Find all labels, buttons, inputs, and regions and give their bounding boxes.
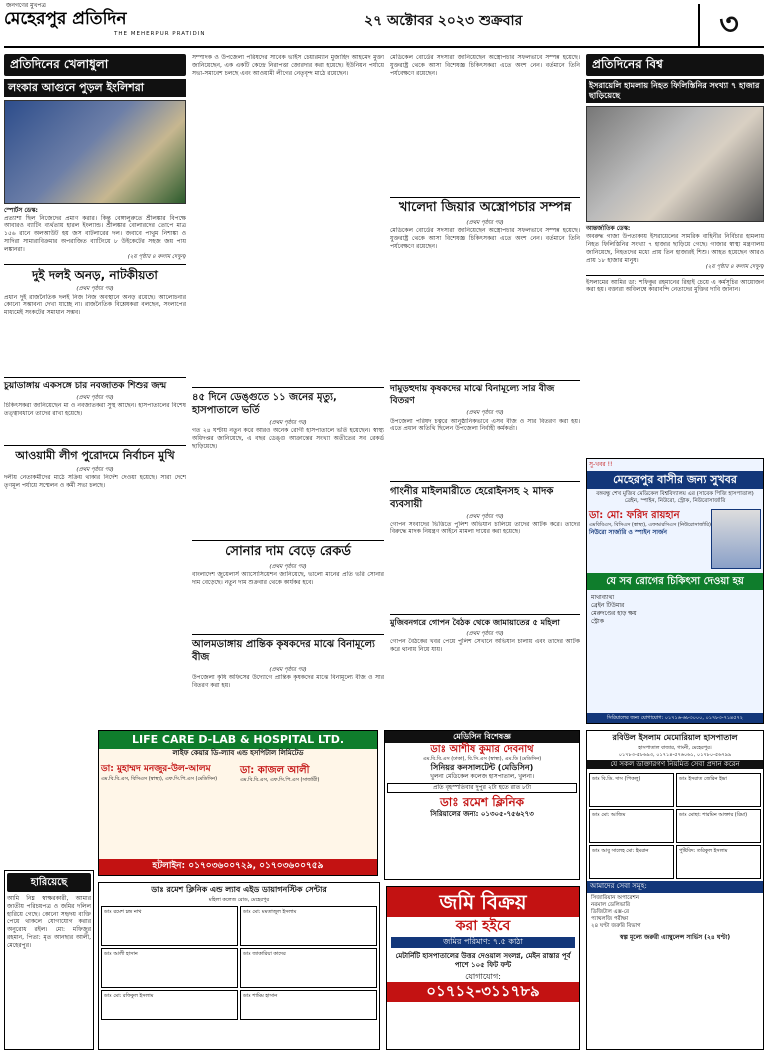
lifecare-phone: হটলাইন: ০১৭০৩৬০০৭২৯, ০১৭০৩৬০০৭৫৯ [99, 859, 377, 875]
robiul-doctor: ডাঃ আবু সালেহ মো: ইমরান [589, 845, 674, 879]
world-dateline: আন্তর্জাতিক ডেস্ক: [586, 225, 631, 233]
lifecare-doctor1: ডা: মুহাম্মদ মনজুর-উল-আলম [101, 764, 211, 775]
robiul-service-item: প্যাথলজি পরীক্ষা [591, 916, 629, 922]
masthead-subtitle: THE MEHERPUR PRATIDIN [114, 31, 206, 37]
sports-column [4, 54, 186, 714]
col1-sub: (প্রথম পৃষ্ঠার পর) [76, 395, 114, 402]
lifecare-subtitle: লাইফ কেয়ার ডি-ল্যাব এন্ড হসপিটাল লিমিটেড [172, 749, 304, 758]
world-continued: (২য় পৃষ্ঠার ৪ কলাম দেখুন) [705, 264, 764, 271]
col1-headline: দুই দলই অনড়, নাটকীয়তা [32, 267, 158, 282]
robiul-phone: ০১৭৮৩-৫৮৬৯৩, ০১৭১৪-৫৭৬০৬১, ০১৭৮০-৫৬৭৯৯ [618, 751, 732, 758]
ad-neurosurgeon [586, 458, 764, 724]
col1-body: চিকিৎসকরা জানিয়েছেন মা ও নবজাতকরা সুস্থ আছেন। হাসপাতালের বিশেষ তত্ত্বাবধানে তাদের রাখা হয়েছে। [4, 402, 186, 418]
world-headline: ইসরায়েলি হামলায় নিহত ফিলিস্তিনির সংখ্যা ৭ হাজার ছাড়িয়েছে [586, 79, 764, 104]
col1-article-2 [4, 449, 186, 573]
col1-body: প্রধান দুই রাজনৈতিক দলই নিজ নিজ অবস্থানে অনড় রয়েছে। আলোচনার কোনো সম্ভাবনা দেখা যাচ্ছে না। রাজনৈতিক বিশ্লেষকরা বলছেন, সংলাপের মাধ্যমেই সংকটের সমাধান সম্ভব। [4, 293, 186, 317]
robiul-our-services: আমাদের সেবা সমূহ: [587, 881, 763, 892]
world-extra: ইসলামের আমির ডা: শফিকুর রহমানের রিহাই চেয়ে এ কর্মসূচির আয়োজন করা হয়। বক্তারা অবিলম্বে কারাবন্দি নেতাদের মুক্তির দাবি জানান। [586, 278, 764, 294]
col1-article-1 [4, 381, 186, 443]
ramesh-diag-doctor: ডাঃ মো: রফিকুল ইসলাম [101, 990, 238, 1020]
col1-sub: (প্রথম পৃষ্ঠার পর) [76, 286, 114, 293]
page-number: ৩ [698, 4, 758, 46]
ramesh-diag-address: মহিলা কলেজ রোড, মেহেরপুর [208, 897, 270, 904]
center-right-column [390, 54, 580, 714]
col3-body: উপজেলা পরিষদ চত্বরে আনুষ্ঠানিকভাবে এসব বীজ ও সার বিতরণ করা হয়। এতে প্রধান অতিথি ছিলেন উপজেলা নির্বাহী কর্মকর্তা। [390, 417, 580, 433]
land-title2: করা হইবে [455, 918, 511, 934]
lost-notice-body: আমি নিম্ন স্বাক্ষরকারী, আমার জাতীয় পরিচয়পত্র ও জমির দলিল হারিয়ে গেছে। কোনো সহৃদয় ব্যক্তি পেয়ে থাকলে যোগাযোগ করার অনুরোধ রইল। মো: মফিজুর রহমান, পিতা: মৃত আনছার আলী, মেহেরপুর। [7, 895, 91, 949]
col2-body: সম্পাদক ও উপজেলা পরিষদের সাবেক ভাইস চেয়ারম্যান মুজাহিদ আহমেদ মুক্তা জানিয়েছেন, এক একটি কেন্দ্রে নিরাপত্তা জোরদার করা হয়েছে। ইউনিয়ন পর্যায়ে সভা-সমাবেশ চলছে এবং আওয়ামী লীগের নেতৃবৃন্দ মাঠে রয়েছেন। [192, 54, 384, 77]
col3-headline: গাংনীর মাইলমারীতে হেরোইনসহ ২ মাদক ব্যবসায়ী [390, 485, 554, 510]
col1-body: দলীয় নেতাকর্মীদের মাঠে সক্রিয় থাকার নির্দেশ দেওয়া হয়েছে। সারা দেশে তৃণমূল পর্যায়ে সম্মেলন ও কর্মী সভা চলছে। [4, 473, 186, 489]
ad-tag: সু-খবর !! [589, 461, 613, 468]
ad-item: মেরুদণ্ডের হাড় ক্ষয় [591, 609, 637, 617]
lifecare-doctor2-degree: এম.বি.বি.এস, এফ.সি.পি.এস (সার্জারী) [240, 777, 320, 784]
lifecare-doctor1-degree: এম.বি.বি.এস, বিসিএস (স্বাস্থ্য), এফ.সি.পি.এস (মেডিসিন) [101, 776, 218, 783]
col3-body: গোপন সংবাদের ভিত্তিতে পুলিশ অভিযান চালিয়ে তাদের আটক করে। তাদের বিরুদ্ধে মাদক নিয়ন্ত্রণ আইনে মামলা দায়ের করা হয়েছে। [390, 520, 580, 536]
ramesh-diag-doctor: ডাঃ রমেশ চন্দ্র নাথ [101, 906, 238, 946]
robiul-ambulance: স্বল্প মূল্যে জরুরী এ্যাম্বুলেন্স সার্ভিস (২৪ ঘণ্টা) [619, 934, 731, 942]
col2-sub: (প্রথম পৃষ্ঠার পর) [269, 420, 307, 426]
ramesh-diag-doctor: ডাঃ মো: মমতাজুল ইসলাম [240, 906, 377, 946]
doctor-photo [711, 509, 761, 569]
robiul-service-item: ডিজিটাল এক্স-রে [591, 908, 630, 915]
col2-headline: ৪৫ দিনে ডেঙ্গুতে ১১ জনের মৃত্যু, হাসপাতালে ভর্তি [192, 392, 337, 416]
robiul-doctor: পুষ্টিবিদ: তরিকুল ইসলাম [676, 845, 761, 879]
land-title1: জমি বিক্রয় [387, 887, 579, 917]
ad-doctor-degree: এমবিবিএস, বিসিএস (স্বাস্থ্য), এফআরসিএস (নিউরোসার্জারি) [589, 522, 712, 529]
sports-continued: (২য় পৃষ্ঠার ৪ কলাম দেখুন) [127, 253, 186, 260]
ramesh-hospital: খুলনা মেডিকেল কলেজ হাসপাতাল, খুলনা। [430, 773, 534, 781]
ad-doctor-role: নিউরো সার্জারি ও স্পাইন সার্জন [589, 528, 667, 536]
col3-sub: (প্রথম পৃষ্ঠার পর) [466, 631, 504, 638]
masthead-title: মেহেরপুর প্রতিদিন [4, 9, 127, 29]
land-phone: ০১৭১২-৩১১৭৮৯ [387, 982, 579, 1002]
ad-item: স্ট্রোক [591, 617, 604, 625]
sports-headline: লংকার আগুনে পুড়ল ইংলিশরা [4, 79, 186, 97]
col3-body: মেডিকেল বোর্ডের সদস্যরা জানিয়েছেন অস্ত্রোপচার সফলভাবে সম্পন্ন হয়েছে। যুক্তরাষ্ট্র থেকে আসা বিশেষজ্ঞ চিকিৎসকরা এতে অংশ নেন। বর্তমানে তিনি পর্যবেক্ষণে রয়েছেন। [390, 227, 580, 250]
col3-headline: মুজিবনগরে গোপন বৈঠক থেকে জামায়াতের ৫ মহিলা [390, 617, 560, 627]
ad-robiul-hospital [586, 730, 764, 1050]
world-column [586, 54, 764, 444]
sports-photo [4, 100, 186, 204]
ad-chamber: সিরিয়ালের জন্য যোগাযোগ: ০১৭১৬-৬৮৩০০০, ০১৭৮৩-৭১৪৫৭২ [587, 713, 763, 724]
col1-headline: আওয়ামী লীগ পুরোদমে নির্বাচন মুখি [15, 449, 175, 463]
col2-headline: আলমডাঙ্গায় প্রান্তিক কৃষকদের মাঝে বিনামূল্যে বীজ [192, 639, 375, 664]
ramesh-doctor: ডাঃ আশীষ কুমার দেবনাথ [430, 744, 534, 756]
ramesh-degree: এম.বি.বি.এস (ঢাকা), বি.সি.এস (স্বাস্থ্য), এম.ডি (মেডিসিন) [422, 756, 542, 763]
masthead-slogan: জনগণের মুখপত্র [6, 2, 46, 9]
land-area: জমির পরিমাণ: ৭.৫ কাঠা [391, 937, 575, 947]
robiul-title: রবিউল ইসলাম মেমোরিয়াল হাসপাতাল [612, 733, 738, 742]
robiul-service-item: নরমাল ডেলিভারি [591, 901, 631, 908]
ramesh-clinic: ডাঃ রমেশ ক্লিনিক [439, 794, 525, 809]
robiul-address: হাসপাতাল বাজার, গাংনী, মেহেরপুর। [638, 745, 712, 752]
col2-headline: সোনার দাম বেড়ে রেকর্ড [225, 544, 351, 560]
col3-sub: (প্রথম পৃষ্ঠার পর) [466, 219, 504, 226]
ad-lifecare [98, 730, 378, 876]
land-contact-label: যোগাযোগ: [465, 971, 501, 981]
ramesh-diag-doctor: ডাঃ জাকারিয়া কাদের [240, 948, 377, 988]
lost-notice [4, 870, 94, 1050]
col3-lead-text: মেডিকেল বোর্ডের সদস্যরা জানিয়েছেন অস্ত্রোপচার সফলভাবে সম্পন্ন হয়েছে। যুক্তরাষ্ট্র থেকে আসা বিশেষজ্ঞ চিকিৎসকরা এতে অংশ নেন। বর্তমানে তিনি পর্যবেক্ষণে রয়েছেন। [390, 54, 580, 77]
ramesh-diag-doctor: ডাঃ শামিম হাসান [240, 990, 377, 1020]
robiul-service-item: ২৪ ঘণ্টা জরুরি বিভাগ [591, 923, 641, 930]
col3-sub: (প্রথম পৃষ্ঠার পর) [466, 410, 504, 417]
land-location: মেটার্নিটি হাসপাতালের উত্তর দেওয়াল সংলগ্ন, মেইন রাস্তার পূর্ব পাশে ১০৫ ফিট ফন্ট [395, 951, 571, 969]
col3-headline: খালেদা জিয়ার অস্ত্রোপচার সম্পন্ন [390, 197, 580, 217]
ramesh-phone: সিরিয়ালের জন্য: ০১৩০৫-৭৫৬২৭৩ [430, 810, 534, 819]
robiul-doctor: ডাঃ ইসরাত জেরিন ইভা [676, 773, 761, 807]
col2-sub: (প্রথম পৃষ্ঠার পর) [269, 667, 307, 674]
ramesh-diag-doctor: ডাঃ আলী হাসান [101, 948, 238, 988]
lifecare-title: LIFE CARE D-LAB & HOSPITAL LTD. [99, 731, 377, 749]
ad-land-sale [386, 886, 580, 1050]
robiul-service-item: সিজারিয়ান অপারেশন [591, 894, 640, 901]
ad-banner: যে সব রোগের চিকিৎসা দেওয়া হয় [587, 573, 763, 590]
robiul-doctor: ডাঃ বি.ডি. দাস (পিকলু) [589, 773, 674, 807]
col2-body: গত ২৪ ঘণ্টায় নতুন করে আরও অনেক রোগী হাসপাতালে ভর্তি হয়েছেন। স্বাস্থ্য অধিদপ্তর জানিয়েছে, এ বছর ডেঙ্গু আক্রান্তের সংখ্যা অতীতের সব রেকর্ড ছাড়িয়েছে। [192, 427, 384, 450]
ad-doctor-name: ডা: মো: ফরিদ রায়হান [589, 510, 680, 522]
col1-sub: (প্রথম পৃষ্ঠার পর) [76, 466, 114, 473]
ramesh-title: মেডিসিন বিশেষজ্ঞ [385, 731, 579, 743]
col3-headline: দামুড়হুদায় কৃষকদের মাঝে বিনামূল্যে সার বীজ বিতরণ [390, 384, 555, 406]
center-left-column [192, 54, 384, 714]
world-body: অবরুদ্ধ গাজা উপত্যকায় ইসরায়েলের সামরিক বাহিনীর নির্বিচার হামলায় নিহত ফিলিস্তিনির সংখ্যা ৭ হাজার ছাড়িয়ে গেছে। গাজার স্বাস্থ্য মন্ত্রণালয় জানিয়েছে, নিহতদের মধ্যে প্রায় তিন হাজারই শিশু। আহত হয়েছেন আরও প্রায় ১৮ হাজার মানুষ। [586, 233, 764, 264]
lifecare-doctor2: ডা: কাজল আলী [240, 765, 310, 777]
ad-item: ব্রেইন টিউমার [591, 602, 625, 610]
ad-item: মাথাব্যাথা [591, 594, 615, 602]
sports-dateline: স্পোর্টস ডেস্ক: [4, 206, 38, 214]
lost-notice-title: হারিয়েছে [7, 873, 91, 892]
masthead-date: ২৭ অক্টোবর ২০২৩ শুক্রবার [364, 13, 523, 29]
ad-subtitle: বঙ্গবন্ধু শেখ মুজিব মেডিকেল বিশ্ববিদ্যালয় এর (সাবেক পিজি হাসপাতাল) ব্রেইন, স্পাইন, নিউরো, স্ট্রোক, নিউরোসার্জারি [596, 491, 754, 505]
sports-body: প্রত্যাশা ছিল নিজেদের প্রমাণ করার। কিন্তু বেঙ্গালুরুতে শ্রীলঙ্কার বিপক্ষে আবারও ব্যাটিং ব্যর্থতায় হারল ইংল্যান্ড। শ্রীলঙ্কার বোলারদের তোপে মাত্র ১৫৬ রানে অলআউট হয় জস বাটলারের দল। জবাবে পাথুম নিশাঙ্কা ও সাদিরা সামারাবিক্রমার অপরাজিত ব্যাটিংয়ে ৮ উইকেটের সহজ জয় পায় লঙ্কানরা। [4, 214, 186, 253]
col3-sub: (প্রথম পৃষ্ঠার পর) [466, 513, 504, 520]
ad-ramesh-medicine [384, 730, 580, 880]
col1-headline: চুয়াডাঙ্গায় একসঙ্গে চার নবজাতক শিশুর জন্ম [4, 380, 167, 391]
sports-section-header: প্রতিদিনের খেলাধুলা [4, 54, 186, 76]
ramesh-diag-title: ডাঃ রমেশ ক্লিনিক এন্ড ল্যাব এইড ডায়াগনস্টিক সেন্টার [151, 885, 327, 894]
ad-title: মেহেরপুর বাসীর জন্য সুখবর [587, 471, 763, 489]
world-photo [586, 106, 764, 222]
col2-body: উপজেলা কৃষি অফিসের উদ্যোগে প্রান্তিক কৃষকদের মাঝে বিনামূল্যে বীজ ও সার বিতরণ করা হয়। [192, 674, 384, 690]
col2-sub: (প্রথম পৃষ্ঠার পর) [269, 564, 307, 571]
masthead [4, 4, 764, 48]
ad-ramesh-diagnostic [98, 882, 380, 1050]
col2-body: বাংলাদেশ জুয়েলার্স অ্যাসোসিয়েশন জানিয়েছে, ভালো মানের প্রতি ভরি সোনার দাম বেড়েছে। নতুন দাম শুক্রবার থেকে কার্যকর হবে। [192, 571, 384, 586]
world-section-header: প্রতিদিনের বিশ্ব [586, 54, 764, 76]
ramesh-role: সিনিয়র কনসালটেন্ট (মেডিসিন) [430, 762, 534, 772]
ramesh-schedule: প্রতি বৃহস্পতিবার দুপুর ২টা হতে রাত ৮টা [387, 783, 577, 793]
robiul-services-banner: যে সকল ডাক্তারগণ নিয়মিত সেবা প্রদান করেন [587, 760, 763, 769]
col1-article-0 [4, 268, 186, 374]
col3-body: গোপন বৈঠকের খবর পেয়ে পুলিশ সেখানে অভিযান চালায় এবং তাদের আটক করে থানায় নিয়ে যায়। [390, 638, 580, 654]
robiul-doctor: ডাঃ মো: আজিম [589, 809, 674, 843]
robiul-doctor: ডাঃ মোছা: শারমিন আক্তার (রিমা) [676, 809, 761, 843]
